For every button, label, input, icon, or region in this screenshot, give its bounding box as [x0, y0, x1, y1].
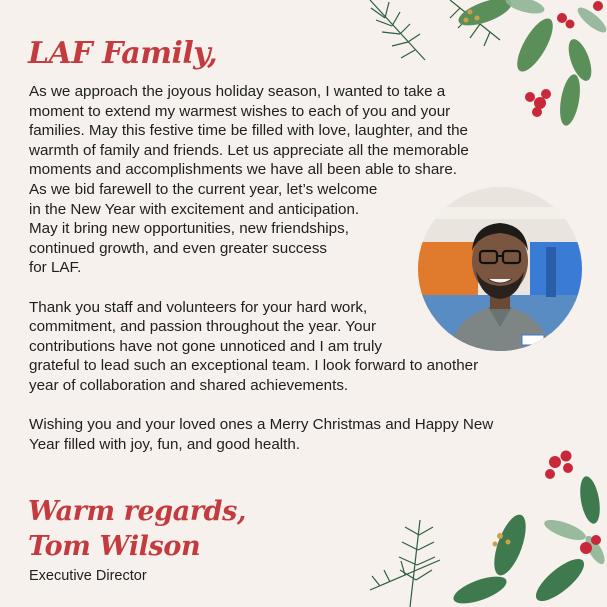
portrait-photo	[418, 187, 582, 351]
letter-line: Thank you staff and volunteers for your hard work,	[29, 298, 368, 316]
greeting-heading: LAF Family,	[28, 36, 218, 71]
letter-line: families. May this festive time be filled with love, laughter, and the	[29, 122, 468, 140]
letter-line: As we approach the joyous holiday season, I wanted to take a	[29, 83, 446, 100]
letter-line: warmth of family and friends. Let us appreciate all the memorable	[29, 141, 469, 159]
letter-line: in the New Year with excitement and anticipation.	[29, 200, 360, 218]
letter-line: year of collaboration and shared achievements.	[29, 376, 349, 394]
letter-line: contributions have not gone unnoticed and I am truly	[29, 337, 382, 355]
portrait-illustration	[418, 187, 582, 351]
letter-line: moments and accomplishments we have all been able to share.	[29, 161, 458, 179]
letter-line: As we bid farewell to the current year, let’s welcome	[29, 180, 378, 198]
signatory-name: Tom Wilson	[28, 531, 201, 562]
letter-line: May it bring new opportunities, new friendships,	[29, 220, 349, 238]
letter-line: for LAF.	[29, 259, 82, 277]
signatory-title: Executive Director	[29, 568, 147, 584]
letter-line: commitment, and passion throughout the year. Your	[29, 318, 376, 336]
letter-line: Wishing you and your loved ones a Merry Christmas and Happy New	[29, 416, 494, 434]
letter-line: Year filled with joy, fun, and good health.	[29, 435, 301, 453]
letter-line: grateful to lead such an exceptional team. I look forward to another	[29, 357, 479, 375]
letter-paragraph	[29, 415, 529, 454]
signoff-block	[28, 494, 246, 564]
letter-line: continued growth, and even greater success	[29, 239, 328, 257]
letter-line: moment to extend my warmest wishes to each of you and your	[29, 102, 451, 120]
closing-text: Warm regards,	[28, 496, 246, 527]
